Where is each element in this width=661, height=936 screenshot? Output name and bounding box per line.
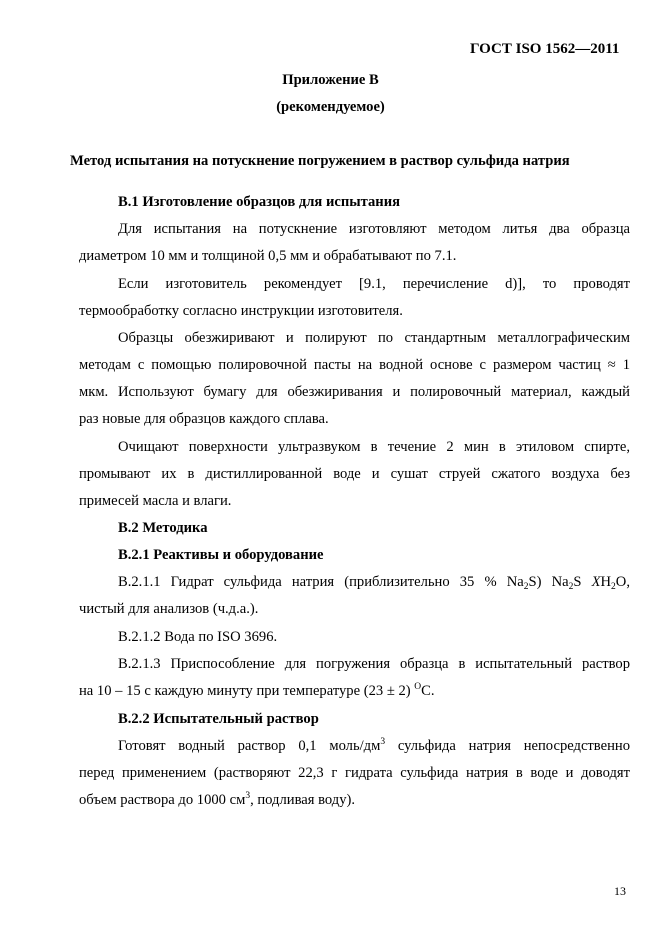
b1-p3-line1: Образцы обезжиривают и полируют по стандартным металлографическим bbox=[118, 330, 630, 346]
b1-p2-line1: Если изготовитель рекомендует [9.1, перечисление d)], то проводят bbox=[118, 276, 630, 292]
b213-line2: на 10 – 15 с каждую минуту при температуре (23 ± 2) $^O$С. bbox=[79, 682, 435, 699]
b1-p2-line2: термообработку согласно инструкции изготовителя. bbox=[79, 303, 403, 319]
b1-p4-line1: Очищают поверхности ультразвуком в течение 2 мин в этиловом спирте, bbox=[118, 439, 630, 455]
b212-line: В.2.1.2 Вода по ISO 3696. bbox=[118, 629, 278, 645]
b211-line2: чистый для анализов (ч.д.а.). bbox=[79, 601, 259, 617]
section-b22-heading: В.2.2 Испытательный раствор bbox=[118, 711, 319, 727]
b1-p4-line2: промывают их в дистиллированной воде и сушат струей сжатого воздуха без bbox=[79, 466, 630, 482]
b1-p3-line3: мкм. Используют бумагу для обезжиривания и полировочный материал, каждый bbox=[79, 384, 630, 400]
page-number: 13 bbox=[614, 884, 626, 898]
b1-p1-line2: диаметром 10 мм и толщиной 0,5 мм и обрабатывают по 7.1. bbox=[79, 248, 457, 264]
section-b1-heading: В.1 Изготовление образцов для испытания bbox=[118, 194, 401, 210]
b1-p3-line2: методам с помощью полировочной пасты на водной основе с размером частиц ≈ 1 bbox=[79, 357, 630, 373]
section-b2-heading: В.2 Методика bbox=[118, 520, 208, 536]
b22-line1: Готовят водный раствор 0,1 моль/$дм^3$ сульфида натрия непосредственно bbox=[118, 737, 631, 754]
b1-p1-line1: Для испытания на потускнение изготовляют методом литья два образца bbox=[118, 221, 630, 237]
section-b21-heading: В.2.1 Реактивы и оборудование bbox=[118, 547, 324, 563]
b213-line1: В.2.1.3 Приспособление для погружения образца в испытательный раствор bbox=[118, 656, 630, 672]
b1-p4-line3: примесей масла и влаги. bbox=[79, 493, 232, 509]
appendix-heading: Метод испытания на потускнение погружением в раствор сульфида натрия bbox=[70, 153, 570, 169]
appendix-title: Приложение В bbox=[282, 72, 379, 88]
document-code: ГОСТ ISO 1562—2011 bbox=[470, 41, 620, 57]
b211-line1: В.2.1.1 Гидрат сульфида натрия (приблизительно 35 % $Na_2S$) $Na_2S$ $XH_2O$, bbox=[118, 574, 630, 592]
b1-p3-line4: раз новые для образцов каждого сплава. bbox=[79, 411, 329, 427]
appendix-kind: (рекомендуемое) bbox=[276, 99, 385, 115]
b22-line2: перед применением (растворяют 22,3 г гидрата сульфида натрия в воде и доводят bbox=[79, 765, 630, 781]
b22-line3: объем раствора до 1000 $см^3$, подливая воду). bbox=[79, 791, 356, 808]
